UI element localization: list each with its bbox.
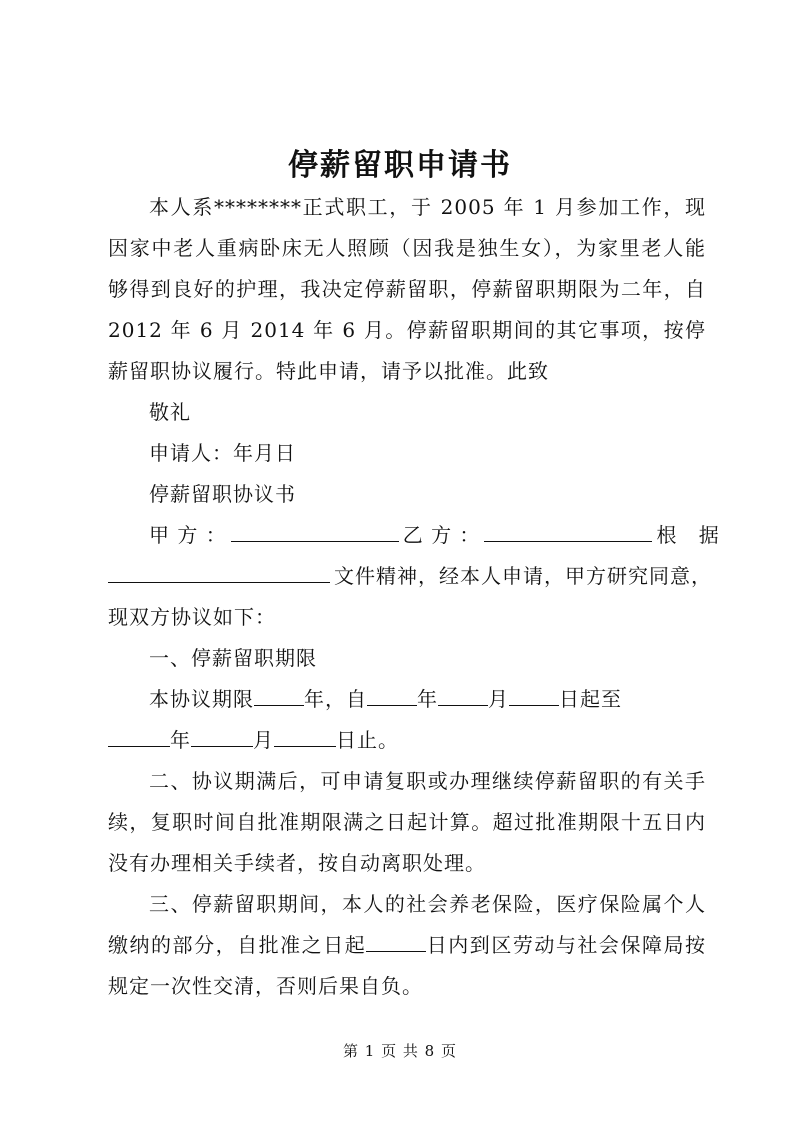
basis-label: 根 据	[656, 523, 727, 547]
section2-paragraph: 二、协议期满后，可申请复职或办理继续停薪留职的有关手续，复职时间自批准期限满之日起计算。超过批准期限十五日内没有办理相关手续者，按自动离职处理。	[108, 769, 706, 875]
term-year-from: 年，自	[304, 687, 367, 711]
application-paragraph: 本人系********正式职工，于 2005 年 1 月参加工作，现因家中老人重病卧床无人照顾（因我是独生女），为家里老人能够得到良好的护理，我决定停薪留职，停薪留职期限为二年，自 2012 年 6 月 2014 年 6 月。停薪留职期间的其它事项，按停薪留职协议履行。特此申请，请予以批准。此致	[108, 195, 706, 383]
term-year: 年	[417, 687, 438, 711]
signature-line: 申请人：年月日	[149, 441, 296, 465]
section3-text-a: 三、停薪留职期间，本人的社会养老保险，医疗保险属个人缴纳的部分，自批准之日起	[108, 892, 706, 957]
term-line-2	[108, 720, 706, 761]
term-line	[108, 679, 706, 720]
term-prefix: 本协议期限	[149, 687, 254, 711]
section3-text-b: 日内到区劳动与社会保障局按规定一次性交清，否则后果自负。	[108, 933, 707, 998]
salutation: 敬礼	[149, 400, 191, 424]
start-month-blank	[438, 687, 488, 706]
start-year-blank	[367, 687, 417, 706]
term2-end: 日止。	[336, 728, 399, 752]
basis-text: 文件精神，经本人申请，甲方研究同意，	[334, 564, 712, 588]
document-basis-blank	[108, 564, 330, 583]
end-day-blank	[274, 728, 336, 747]
basis-line	[108, 556, 712, 597]
term2-month: 月	[253, 728, 274, 752]
term-month: 月	[488, 687, 509, 711]
start-day-blank	[509, 687, 559, 706]
section1-heading: 一、停薪留职期限	[149, 646, 317, 670]
end-month-blank	[191, 728, 253, 747]
term-years-blank	[254, 687, 304, 706]
section3-paragraph	[108, 884, 706, 1007]
document-title: 停薪留职申请书	[288, 148, 512, 183]
agreement-heading: 停薪留职协议书	[149, 482, 296, 506]
document-body	[108, 187, 727, 1007]
party-a-blank	[231, 523, 399, 542]
party-b-label: 乙 方 ：	[402, 523, 481, 547]
page-footer: 第 1 页 共 8 页	[343, 1042, 457, 1060]
party-row	[108, 515, 727, 556]
party-b-blank	[484, 523, 652, 542]
party-a-label: 甲 方 ：	[149, 523, 227, 547]
term2-year: 年	[170, 728, 191, 752]
end-year-blank	[108, 728, 170, 747]
days-blank	[366, 933, 426, 952]
agree-text: 现双方协议如下：	[108, 605, 276, 629]
term-day-until: 日起至	[559, 687, 622, 711]
